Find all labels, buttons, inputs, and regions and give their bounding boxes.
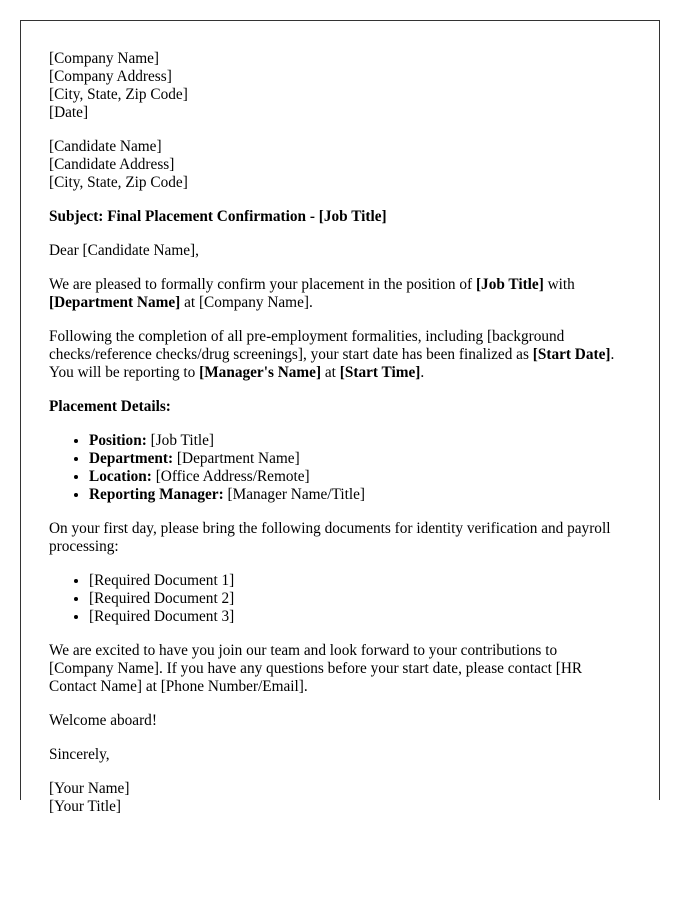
closing-paragraph: We are excited to have you join our team and look forward to your contributions to [Company Name]. If you have any questions before your start date, please contact [HR Contact Name] at [Phone Number/Email]. [49, 642, 583, 695]
salutation: Dear [Candidate Name], [49, 242, 199, 259]
candidate-address: [Candidate Address] [49, 156, 175, 173]
confirmation-paragraph: We are pleased to formally confirm your placement in the position of [Job Title] with [Department Name] at [Company Name]. [49, 276, 575, 311]
company-name: [Company Name] [49, 50, 160, 67]
required-documents-list [49, 572, 624, 626]
candidate-name: [Candidate Name] [49, 138, 162, 155]
details-heading: Placement Details: [49, 398, 171, 415]
required-document: • [Required Document 3] [89, 608, 624, 626]
company-address: [Company Address] [49, 68, 172, 85]
placement-details-list [49, 432, 624, 504]
signature-block [49, 780, 624, 816]
candidate-city: [City, State, Zip Code] [49, 174, 188, 191]
company-city: [City, State, Zip Code] [49, 86, 188, 103]
required-document: • [Required Document 2] [89, 590, 624, 608]
letter-page [20, 20, 660, 815]
signer-title: [Your Title] [49, 798, 121, 815]
sign-off: Sincerely, [49, 746, 110, 763]
detail-department: • Department: [Department Name] [89, 450, 624, 468]
detail-reporting-manager: • Reporting Manager: [Manager Name/Title] [89, 486, 624, 504]
detail-position: • Position: [Job Title] [89, 432, 624, 450]
company-address-block [49, 50, 624, 122]
documents-intro: On your first day, please bring the following documents for identity verification and payroll processing: [49, 520, 611, 555]
required-document: • [Required Document 1] [89, 572, 624, 590]
signer-name: [Your Name] [49, 780, 130, 797]
start-date-paragraph: Following the completion of all pre-employment formalities, including [background checks/reference checks/drug screenings], your start date has been finalized as [Start Date]. You will be reporting to [Manager's Name] at [Start Time]. [49, 328, 615, 381]
welcome-line: Welcome aboard! [49, 712, 157, 729]
letter-content [49, 50, 624, 816]
detail-location: • Location: [Office Address/Remote] [89, 468, 624, 486]
candidate-address-block [49, 138, 624, 192]
subject-line: Subject: Final Placement Confirmation - [Job Title] [49, 208, 387, 225]
letter-date: [Date] [49, 104, 89, 121]
